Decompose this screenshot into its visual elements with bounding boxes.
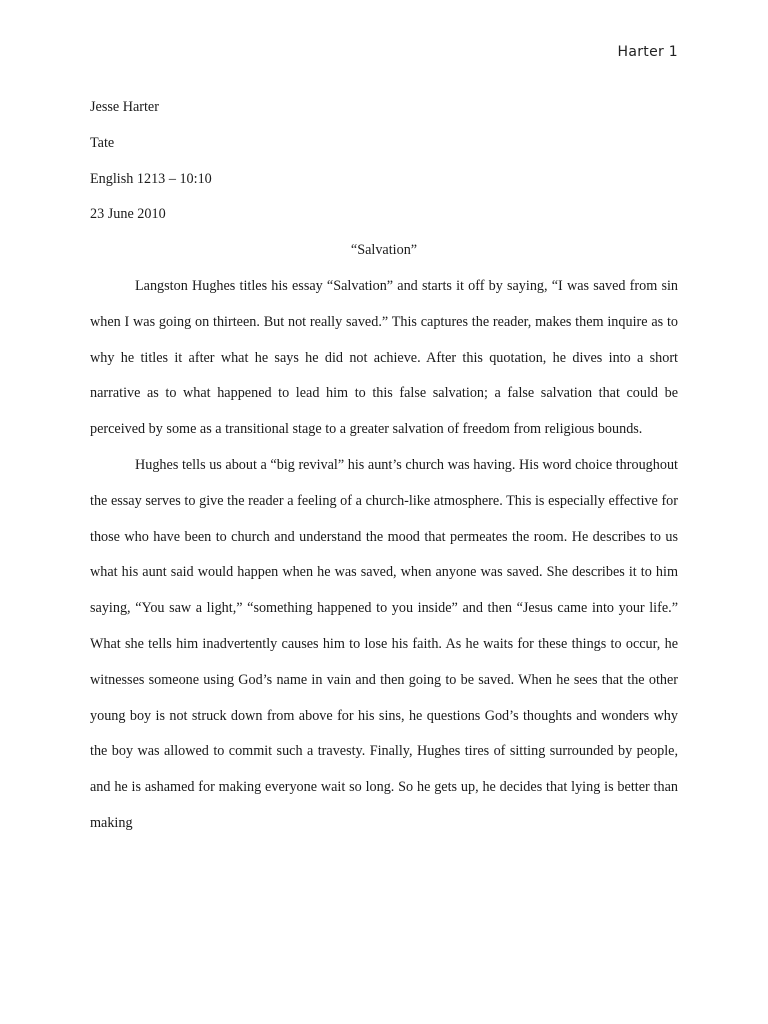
- essay-date: 23 June 2010: [90, 206, 166, 223]
- paragraph-1: Langston Hughes titles his essay “Salvation” and starts it off by saying, “I was saved from sin when I was going on thirteen. But not really saved.” This captures the reader, makes them inquire as to why he titles it after what he says he did not achieve. After this quotation, he dives into a short narrative as to what happened to lead him to this false salvation; a false salvation that could be perceived by some as a transitional stage to a greater salvation of freedom from religious bounds.: [90, 277, 678, 438]
- essay-body: [90, 90, 678, 842]
- essay-title: “Salvation”: [350, 242, 418, 259]
- paragraph-2: Hughes tells us about a “big revival” his aunt’s church was having. His word choice throughout the essay serves to give the reader a feeling of a church-like atmosphere. This is especially effective for those who have been to church and understand the mood that permeates the room. He describes to us what his aunt said would happen when he was saved, when anyone was saved. She describes it to him saying, “You saw a light,” “something happened to you inside” and then “Jesus came into your life.” What she tells him inadvertently causes him to lose his faith. As he waits for these things to occur, he witnesses someone using God’s name in vain and then going to be saved. When he sees that the other young boy is not struck down from above for his sins, he questions God’s thoughts and wonders why the boy was allowed to commit such a travesty. Finally, Hughes tires of sitting surrounded by people, and he is ashamed for making everyone wait so long. So he gets up, he decides that lying is better than making: [90, 456, 678, 831]
- instructor-name: Tate: [90, 134, 115, 151]
- running-head: Harter 1: [617, 44, 678, 60]
- course-info: English 1213 – 10:10: [90, 170, 212, 187]
- author-name: Jesse Harter: [90, 99, 159, 115]
